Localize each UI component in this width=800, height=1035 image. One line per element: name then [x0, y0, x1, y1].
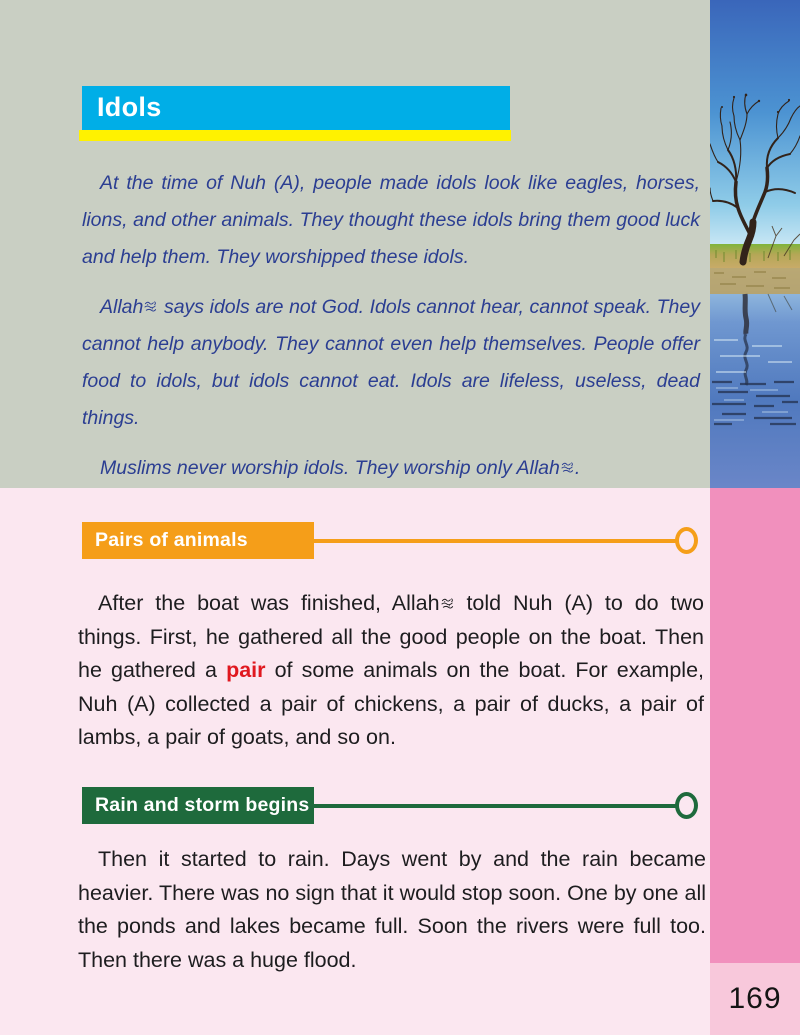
pairs-heading-ring-icon [675, 527, 698, 554]
paragraph: Allah says idols are not God. Idols cannot hear, cannot speak. They cannot help anybody. They cannot even help themselves. People offer food to idols, but idols cannot eat. Idols are lifeless, useless, dead things. [82, 296, 700, 429]
pairs-heading-banner [82, 522, 314, 559]
idols-heading-underline [79, 130, 511, 141]
pairs-paragraphs [78, 587, 704, 755]
pairs-heading-rule [314, 539, 676, 543]
page-number-box [710, 963, 800, 1035]
rain-heading-banner [82, 787, 314, 824]
paragraph: At the time of Nuh (A), people made idols look like eagles, horses, lions, and other animals. They thought these idols bring them good luck and help them. They worshipped these idols. [82, 172, 700, 268]
idols-section [0, 0, 710, 488]
paragraph: After the boat was finished, Allah told Nuh (A) to do two things. First, he gathered all the good people on the boat. Then he gathered a pair of some animals on the boat. For example, Nuh (A) collected a pair of chickens, a pair of ducks, a pair of lambs, a pair of goats, and so on. [78, 591, 704, 749]
rain-heading-rule [314, 804, 676, 808]
pairs-heading: Pairs of animals [95, 529, 248, 551]
paragraph: Then it started to rain. Days went by and the rain became heavier. There was no sign that it would stop soon. One by one all the ponds and lakes became full. Soon the rivers were full too. Then there was a huge flood. [78, 847, 706, 972]
idols-paragraphs [82, 165, 700, 500]
rain-heading: Rain and storm begins [95, 794, 310, 816]
allah-honorific-icon [561, 460, 574, 475]
allah-honorific-icon [441, 596, 454, 611]
tree-reflection-photo [710, 0, 800, 488]
pairs-heading-row [82, 522, 698, 559]
idols-heading: Idols [97, 92, 162, 122]
sidebar-color-band [710, 488, 800, 963]
idols-heading-banner [82, 86, 510, 130]
rain-heading-row [82, 787, 698, 824]
page-number: 169 [728, 982, 782, 1015]
paragraph: Muslims never worship idols. They worship only Allah . [100, 457, 581, 479]
highlighted-word: pair [226, 658, 266, 682]
allah-honorific-icon [144, 299, 157, 314]
flood-story-section [0, 488, 710, 1035]
rain-heading-ring-icon [675, 792, 698, 819]
rain-paragraphs [78, 843, 706, 977]
